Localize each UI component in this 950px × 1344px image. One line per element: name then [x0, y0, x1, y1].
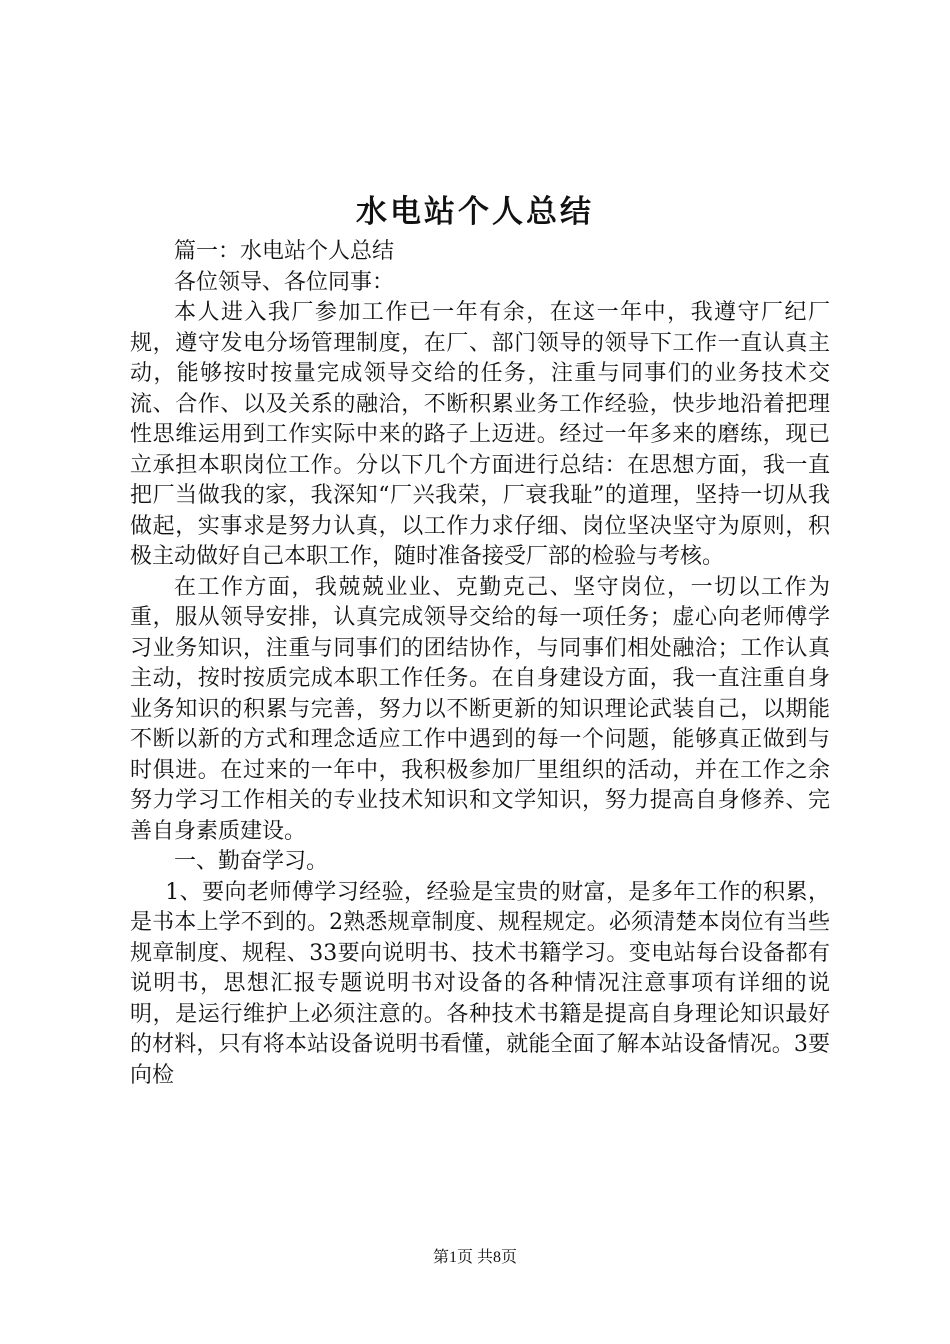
- document-title: 水电站个人总结: [356, 194, 594, 230]
- subsection-heading: 一、勤奋学习。: [174, 849, 329, 874]
- body-paragraph: 1、要向老师傅学习经验，经验是宝贵的财富，是多年工作的积累，是书本上学不到的。2熟悉规章制度、规程规定。必须清楚本岗位有当些规章制度、规程、33要向说明书、技术书籍学习。变电站每台设备都有说明书，思想汇报专题说明书对设备的各种情况注意事项有详细的说明，是运行维护上必须注意的。各种技术书籍是提高自身理论知识最好的材料，只有将本站设备说明书看懂，就能全面了解本站设备情况。3要向检: [130, 879, 830, 1088]
- page-footer: 第1页 共8页: [432, 1249, 517, 1266]
- document-body: [130, 237, 830, 1091]
- body-paragraph: 本人进入我厂参加工作已一年有余，在这一年中，我遵守厂纪厂规，遵守发电分场管理制度，在厂、部门领导的领导下工作一直认真主动，能够按时按量完成领导交给的任务，注重与同事们的业务技术交流、合作、以及关系的融洽，不断积累业务工作经验，快步地沿着把理性思维运用到工作实际中来的路子上迈进。经过一年多来的磨练，现已立承担本职岗位工作。分以下几个方面进行总结：在思想方面，我一直把厂当做我的家，我深知“厂兴我荣，厂衰我耻”的道理，坚持一切从我做起，实事求是努力认真，以工作力求仔细、岗位坚决坚守为原则，积极主动做好自己本职工作，随时准备接受厂部的检验与考核。: [130, 300, 830, 569]
- section-heading: 篇一：水电站个人总结: [174, 239, 395, 264]
- body-paragraph: 在工作方面，我兢兢业业、克勤克己、坚守岗位，一切以工作为重，服从领导安排，认真完成领导交给的每一项任务；虚心向老师傅学习业务知识，注重与同事们的团结协作，与同事们相处融洽；工作认真主动，按时按质完成本职工作任务。在自身建设方面，我一直注重自身业务知识的积累与完善，努力以不断更新的知识理论武装自己，以期能不断以新的方式和理念适应工作中遇到的每一个问题，能够真正做到与时俱进。在过来的一年中，我积极参加厂里组织的活动，并在工作之余努力学习工作相关的专业技术知识和文学知识，努力提高自身修养、完善自身素质建设。: [130, 574, 830, 844]
- salutation: 各位领导、各位同事：: [174, 269, 395, 295]
